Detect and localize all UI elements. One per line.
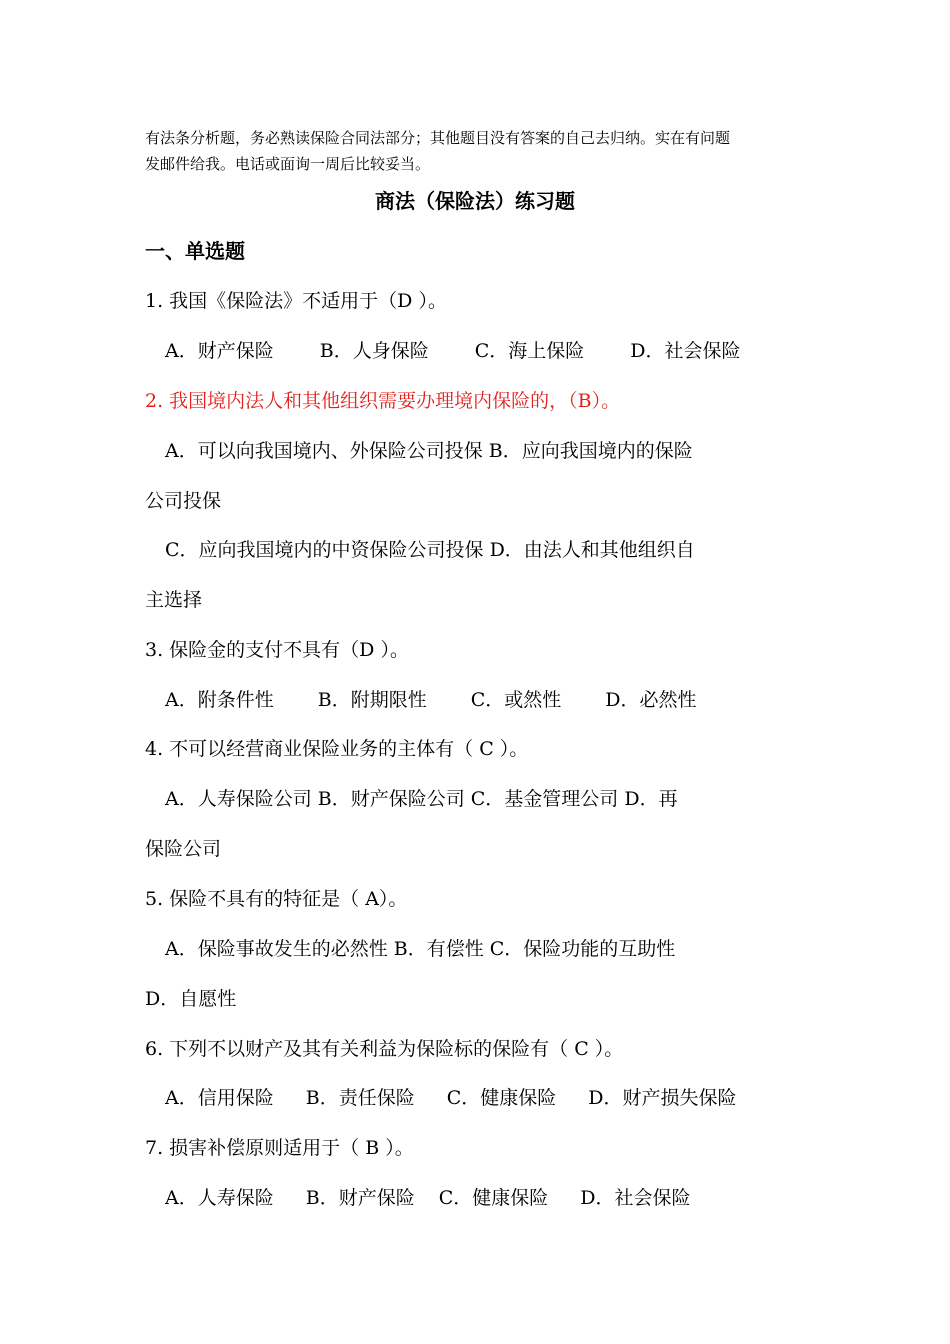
question-2-options-line-3: C．应向我国境内的中资保险公司投保 D．由法人和其他组织自 [165,539,695,561]
question-4-stem: 4. 不可以经营商业保险业务的主体有（ C ）。 [145,738,529,760]
page-title: 商法（保险法）练习题 [375,189,575,213]
q3-option-c: C．或然性 [470,689,562,711]
q6-option-b: B．责任保险 [305,1087,415,1109]
question-4-options-line-2: 保险公司 [145,838,222,860]
question-7-stem: 7. 损害补偿原则适用于（ B ）。 [145,1137,414,1159]
q1-option-b: B．人身保险 [319,340,429,362]
question-7-options [165,1183,690,1213]
question-2-stem: 2. 我国境内法人和其他组织需要办理境内保险的，（B）。 [145,390,621,412]
question-6-options [165,1083,736,1113]
q7-option-b: B．财产保险 [305,1187,415,1209]
instructor-note-line-2: 发邮件给我。电话或面询一周后比较妥当。 [145,155,431,173]
question-2-options-line-2: 公司投保 [145,490,222,512]
q7-option-d: D．社会保险 [580,1187,691,1209]
question-5-options-line-2: D．自愿性 [145,988,237,1010]
q6-option-d: D．财产损失保险 [588,1087,737,1109]
question-1-stem: 1. 我国《保险法》不适用于（D ）。 [145,290,447,312]
q7-option-c: C．健康保险 [438,1187,549,1209]
q3-option-b: B．附期限性 [317,689,427,711]
q6-option-c: C．健康保险 [446,1087,557,1109]
section-heading: 一、单选题 [145,239,245,263]
question-2-options-line-1: A．可以向我国境内、外保险公司投保 B．应向我国境内的保险 [165,440,693,462]
q1-option-c: C．海上保险 [474,340,585,362]
question-3-stem: 3. 保险金的支付不具有（D ）。 [145,639,409,661]
q7-option-a: A．人寿保险 [165,1187,274,1209]
question-3-options [165,685,696,715]
q1-option-d: D．社会保险 [630,340,741,362]
q3-option-d: D．必然性 [605,689,697,711]
question-6-stem: 6. 下列不以财产及其有关利益为保险标的保险有（ C ）。 [145,1038,624,1060]
question-2-options-line-4: 主选择 [145,589,203,611]
instructor-note-line-1: 有法条分析题，务必熟读保险合同法部分；其他题目没有答案的自己去归纳。实在有问题 [145,129,731,147]
q6-option-a: A．信用保险 [165,1087,274,1109]
question-5-options-line-1: A．保险事故发生的必然性 B．有偿性 C．保险功能的互助性 [165,938,676,960]
question-4-options-line-1: A．人寿保险公司 B．财产保险公司 C．基金管理公司 D．再 [165,788,678,810]
question-1-options [165,336,740,366]
question-5-stem: 5. 保险不具有的特征是（ A）。 [145,888,408,910]
q1-option-a: A．财产保险 [165,340,274,362]
q3-option-a: A．附条件性 [165,689,274,711]
